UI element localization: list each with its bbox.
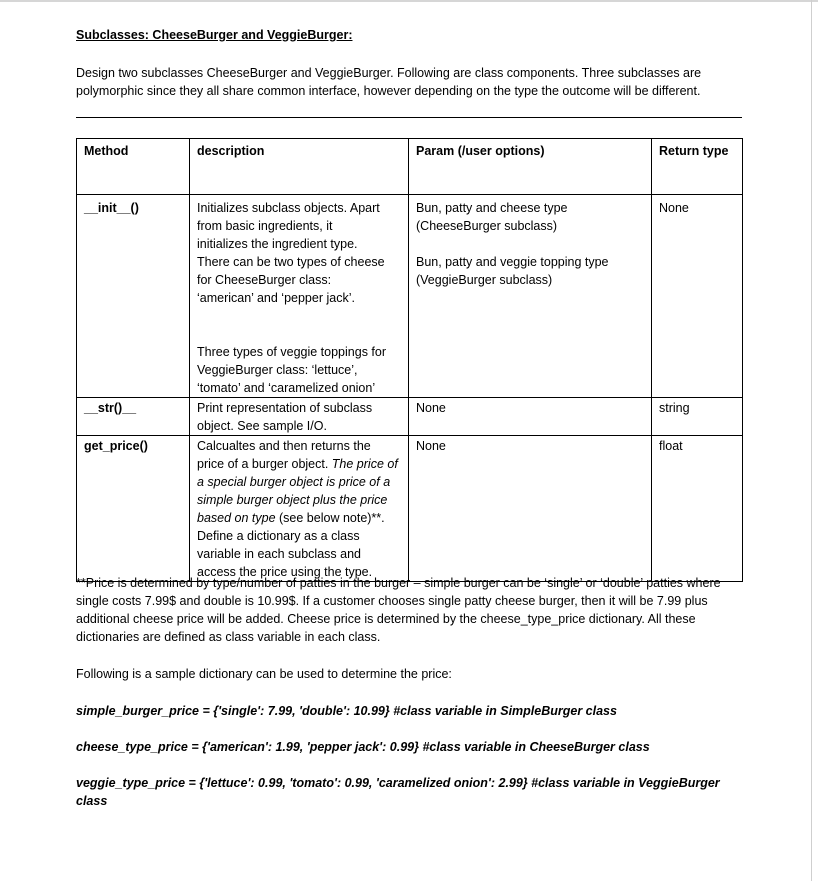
page-top-edge (0, 0, 818, 2)
code-line-simple-burger-price: simple_burger_price = {'single': 7.99, 'double': 10.99} #class variable in SimpleBurger class (76, 704, 617, 718)
page-right-edge (811, 0, 812, 881)
intro-divider (76, 117, 742, 118)
method-name: __init__() (84, 201, 139, 215)
description-plain: Calcualtes and then returns the price of a burger object. (197, 439, 371, 471)
method-cell (77, 436, 190, 582)
method-name: __str()__ (84, 401, 137, 415)
spacer (416, 235, 644, 253)
description-line: There can be two types of cheese (197, 255, 385, 269)
price-note: **Price is determined by type/number of patties in the burger – simple burger can be ‘single’ or ‘double’ patties where single costs 7.99$ and double is 10.99$. If a customer chooses single patty cheese burger, then it will be 7.99 plus additional cheese price will be added. Cheese price is determined by the cheese_type_price dictionary. All these dictionaries are defined as class variable in each class. (76, 576, 721, 644)
intro-paragraph: Design two subclasses CheeseBurger and VeggieBurger. Following are class components. Three subclasses are polymorphic since they all share common interface, however depending on the type the outcome will be different. (76, 66, 702, 98)
param-cell (409, 195, 652, 398)
return-cell: None (652, 195, 743, 398)
spacer (197, 325, 401, 343)
table-row (77, 398, 743, 436)
header-return-type: Return type (652, 139, 743, 195)
description-line: for CheeseBurger class: (197, 273, 332, 287)
description-line: Three types of veggie toppings for (197, 345, 387, 359)
description-cell (190, 195, 409, 398)
code-line-cheese-type-price: cheese_type_price = {'american': 1.99, 'pepper jack': 0.99} #class variable in CheeseBurger class (76, 740, 650, 754)
table-row (77, 195, 743, 398)
return-cell: string (652, 398, 743, 436)
method-cell (77, 195, 190, 398)
param-cheeseburger: Bun, patty and cheese type (CheeseBurger subclass) (416, 201, 568, 233)
description-line: from basic ingredients, it (197, 219, 333, 233)
spacer (197, 307, 401, 325)
description-tail: (see below note)**. Define a dictionary as a class variable in each subclass and access the price using the type. (197, 511, 385, 579)
header-method: Method (77, 139, 190, 195)
param-cell: None (409, 398, 652, 436)
header-description: description (190, 139, 409, 195)
header-param: Param (/user options) (409, 139, 652, 195)
description-line: Initializes subclass objects. Apart (197, 201, 380, 215)
description-line: ‘american’ and ‘pepper jack’. (197, 291, 355, 305)
description-cell: Print representation of subclass object. See sample I/O. (190, 398, 409, 436)
description-line: VeggieBurger class: ‘lettuce’, (197, 363, 358, 377)
method-name: get_price() (84, 439, 148, 453)
param-cell: None (409, 436, 652, 582)
return-cell: float (652, 436, 743, 582)
sample-dictionary-intro: Following is a sample dictionary can be used to determine the price: (76, 667, 452, 681)
description-line: initializes the ingredient type. (197, 237, 358, 251)
methods-table (76, 138, 743, 582)
method-cell (77, 398, 190, 436)
table-row (77, 436, 743, 582)
table-header-row (77, 139, 743, 195)
description-italic: The price of a special burger object is price of a simple burger object plus the price based on type (197, 457, 398, 525)
description-line: ‘tomato’ and ‘caramelized onion’ (197, 381, 376, 395)
param-veggieburger: Bun, patty and veggie topping type (VeggieBurger subclass) (416, 255, 609, 287)
description-cell (190, 436, 409, 582)
section-heading: Subclasses: CheeseBurger and VeggieBurger: (76, 28, 353, 42)
code-line-veggie-type-price: veggie_type_price = {'lettuce': 0.99, 'tomato': 0.99, 'caramelized onion': 2.99} #class variable in VeggieBurger class (76, 776, 720, 808)
